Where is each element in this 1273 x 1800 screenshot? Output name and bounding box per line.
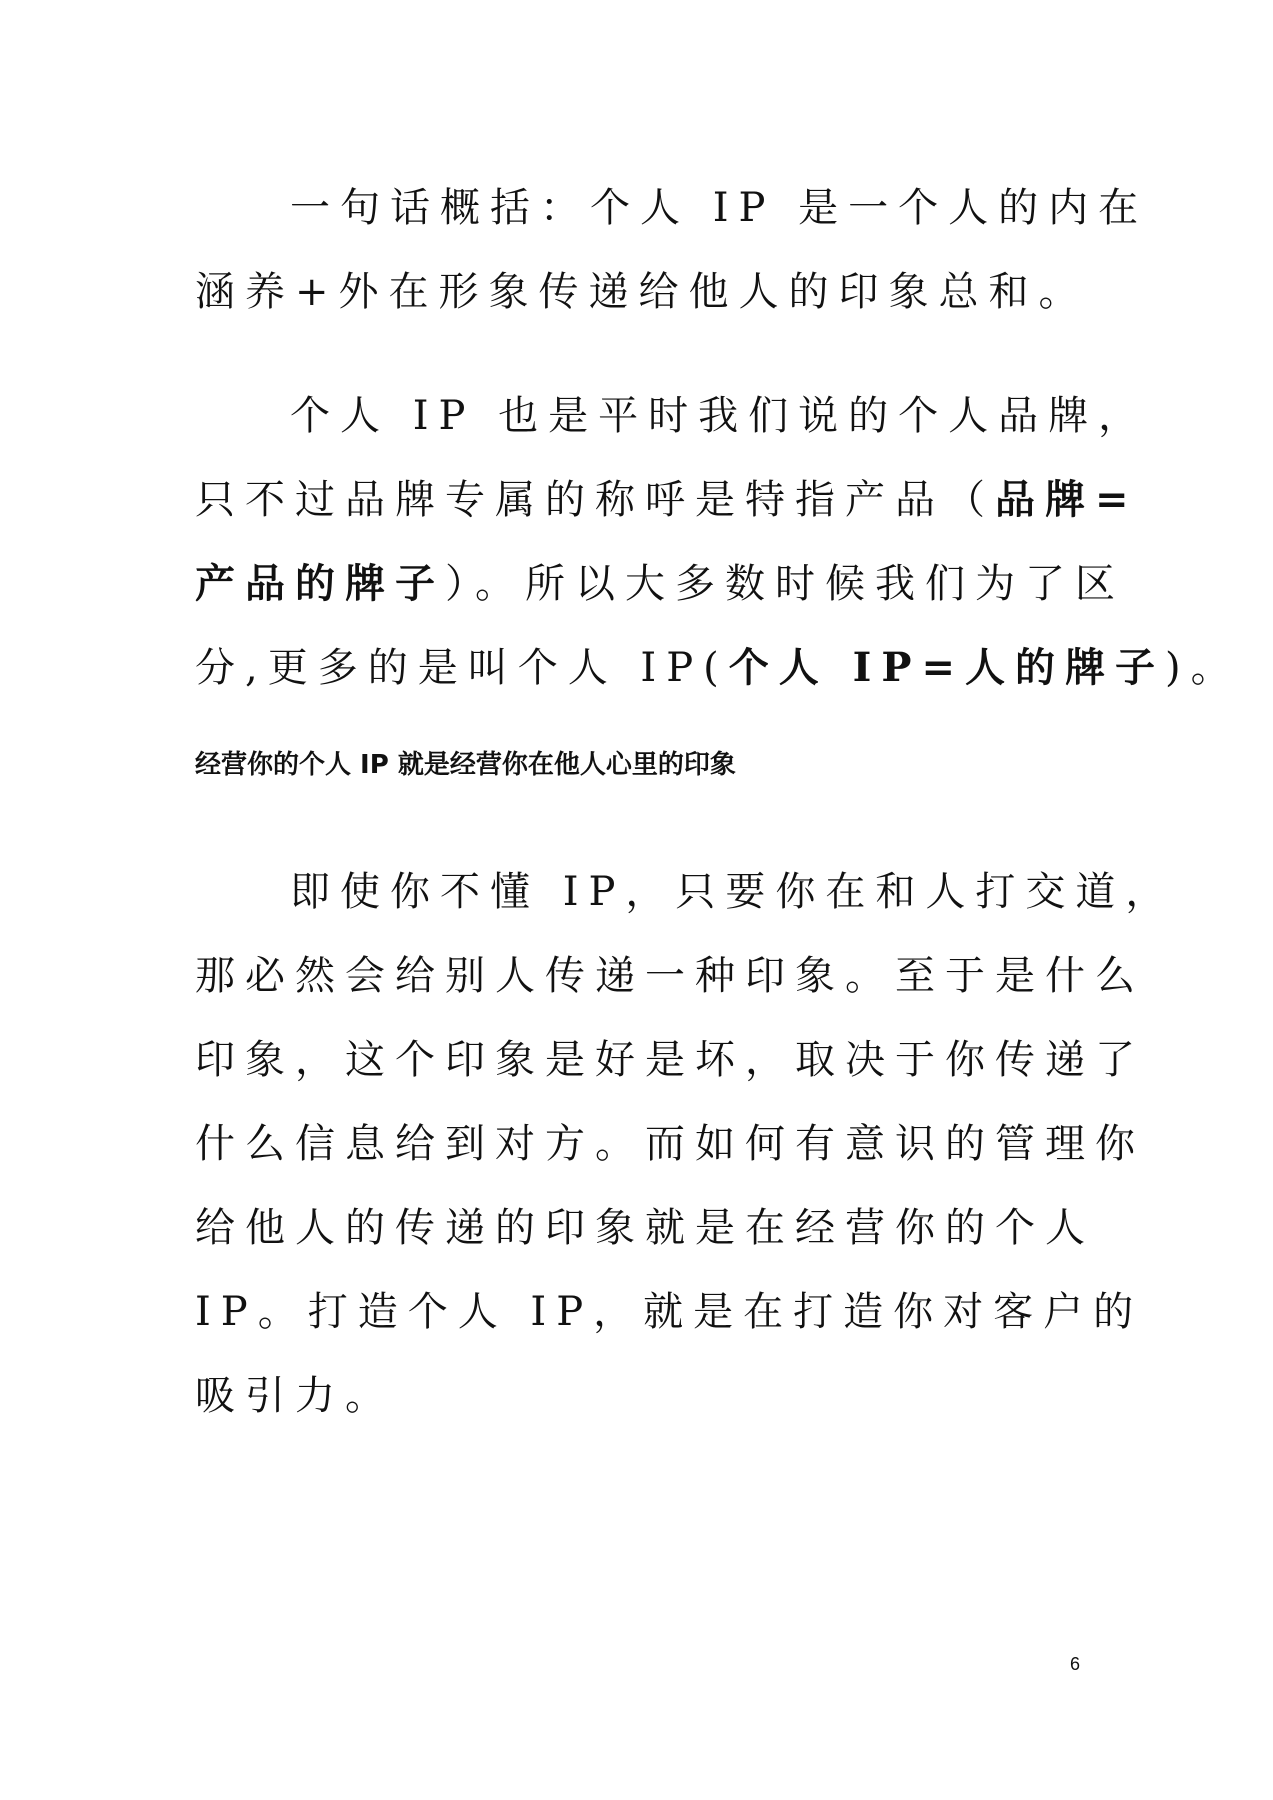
para3-line7: 吸引力。 [195, 1373, 395, 1419]
para3-line6: IP。打造个人 IP，就是在打造你对客户的 [195, 1289, 1144, 1335]
para2-line2 [195, 474, 1139, 526]
para3-line2: 那必然会给别人传递一种印象。至于是什么 [195, 953, 1145, 999]
para2-line4-text: 分,更多的是叫个人 IP( [195, 645, 729, 691]
para1-line1: 一句话概括：个人 IP 是一个人的内在 [290, 185, 1149, 231]
para2-line2-text: 只不过品牌专属的称呼是特指产品（ [195, 477, 995, 523]
para3-line4: 什么信息给到对方。而如何有意识的管理你 [195, 1121, 1145, 1167]
para3-line1: 即使你不懂 IP，只要你在和人打交道， [290, 869, 1176, 915]
para2-line3-bold: 产品的牌子 [195, 560, 445, 607]
para2-line4-bold: 个人 IP=人的牌子 [728, 644, 1165, 691]
para2-line2-bold: 品牌= [995, 476, 1139, 523]
para3-line5: 给他人的传递的印象就是在经营你的个人 [195, 1205, 1095, 1251]
para2-line3-text: ）。所以大多数时候我们为了区 [445, 561, 1125, 607]
para3-line3: 印象，这个印象是好是坏，取决于你传递了 [195, 1037, 1145, 1083]
section-heading: 经营你的个人 IP 就是经营你在他人心里的印象 [195, 750, 736, 780]
para2-line3 [195, 558, 1125, 610]
para2-line4-end: )。 [1164, 645, 1241, 691]
para2-line1: 个人 IP 也是平时我们说的个人品牌， [290, 393, 1149, 439]
para1-line2: 涵养+外在形象传递给他人的印象总和。 [195, 269, 1089, 315]
page-number: 6 [1070, 1654, 1081, 1674]
para2-line4 [195, 642, 1241, 694]
